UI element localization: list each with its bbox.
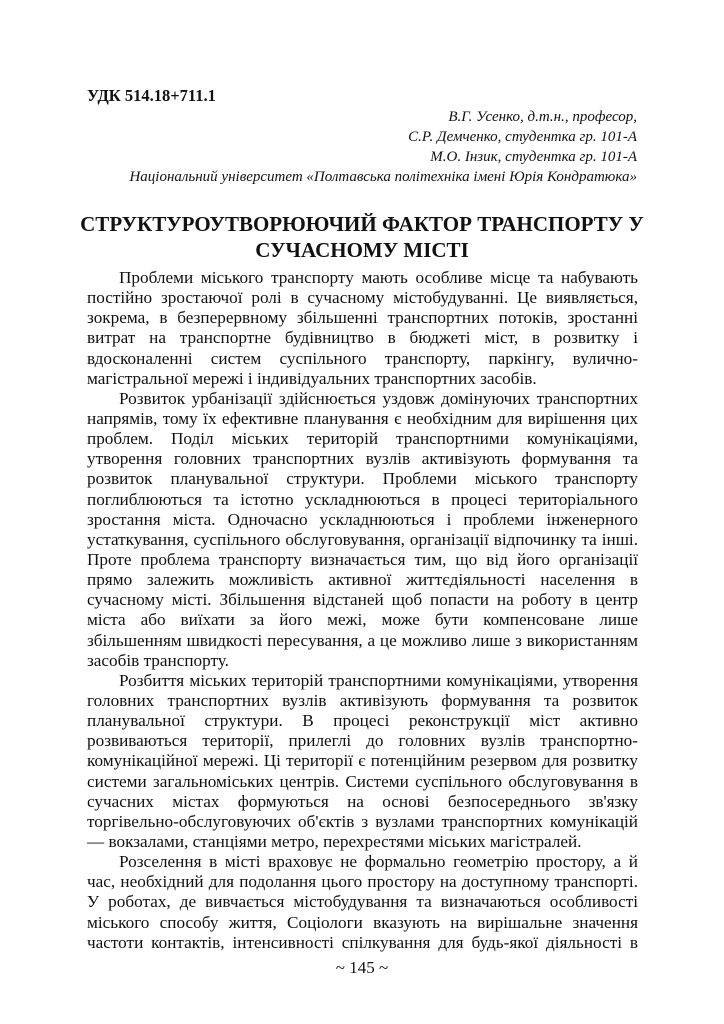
text-line: магістральної мережі і індивідуальних транспортних засобів.	[87, 368, 537, 388]
authors-block	[129, 107, 637, 187]
text-line: міського способу життя, Соціологи вказують на вирішальне значення	[87, 912, 638, 932]
text-line: Проте проблема транспорту визначається тим, що від його організації	[87, 549, 638, 569]
text-line: Розбиття міських територій транспортними комунікаціями, утворення	[119, 670, 638, 690]
text-line: напрямів, тому їх ефективне планування є необхідним для вирішення цих	[87, 408, 638, 428]
text-line: вдосконаленні систем суспільного транспорту, паркінгу, вулично-	[87, 348, 638, 368]
page-number: ~ 145 ~	[335, 958, 389, 977]
affiliation: Національний університет «Полтавська політехніка імені Юрія Кондратюка»	[129, 169, 637, 185]
text-line: системи загальноміських центрів. Системи суспільного обслуговування в	[87, 771, 638, 791]
paragraph	[87, 389, 638, 671]
author-2: С.Р. Демченко, студентка гр. 101-А	[408, 129, 637, 145]
author-1: В.Г. Усенко, д.т.н., професор,	[448, 109, 637, 125]
text-line: розвиваються території, прилеглі до головних вузлів транспортно-	[87, 731, 638, 751]
text-line: прямо залежить можливість активної життєдіяльності населення в	[87, 570, 638, 590]
text-line: торгівельно-обслуговуючих об'єктів з вузлами транспортних комунікацій	[87, 811, 638, 831]
text-line: Розселення в місті враховує не формально геометрію простору, а й	[119, 852, 638, 872]
text-line: збільшенням швидкості пересування, а це можливо лише з використанням	[87, 630, 638, 650]
text-line: Розвиток урбанізації здійснюється уздовж домінуючих транспортних	[119, 388, 638, 408]
text-line: міста або виїхати за його межі, може бути компенсоване лише	[87, 610, 638, 630]
text-line: час, необхідний для подолання цього простору на доступному транспорті.	[87, 872, 638, 892]
text-line: планувальної структури. В процесі реконструкції міст активно	[87, 711, 638, 731]
text-line: витрат на транспортне будівництво в бюджеті міст, в розвитку і	[87, 328, 638, 348]
text-line: зокрема, в безперервному збільшенні транспортних потоків, зростанні	[87, 308, 638, 328]
text-line: сучасних містах формуються на основі безпосереднього зв'язку	[87, 791, 638, 811]
udc-code: УДК 514.18+711.1	[87, 86, 216, 105]
text-line: сучасному місті. Збільшення відстаней щоб попасти на роботу в центр	[87, 590, 638, 610]
text-line: головних транспортних вузлів активізують формування та розвиток	[87, 690, 638, 710]
paragraph	[87, 671, 638, 852]
paragraph	[87, 268, 638, 389]
text-line: У роботах, де вивчається містобудування та визначаються особливості	[87, 892, 638, 912]
text-line: утворення головних транспортних вузлів активізують формування та	[87, 449, 638, 469]
text-line: постійно зростаючої ролі в сучасному містобудуванні. Це виявляється,	[87, 288, 638, 308]
text-line: частоти контактів, інтенсивності спілкування для будь-якої діяльності в	[87, 932, 638, 952]
article-title	[50, 211, 674, 263]
author-3: М.О. Інзик, студентка гр. 101-А	[430, 149, 637, 165]
text-line: Проблеми міського транспорту мають особливе місце та набувають	[119, 268, 638, 287]
text-line: устаткування, суспільного обслуговування, організації відпочинку та інші.	[87, 529, 638, 549]
text-line: поглиблюються та істотно ускладнюються в процесі територіального	[87, 489, 638, 509]
paragraph	[87, 852, 638, 953]
text-line: — вокзалами, станціями метро, перехрестями міських магістралей.	[87, 831, 582, 851]
text-line: розвиток планувальної структури. Проблеми міського транспорту	[87, 469, 638, 489]
text-line: комунікаційної мережі. Ці території є потенційним резервом для розвитку	[87, 751, 638, 771]
text-line: засобів транспорту.	[87, 650, 229, 670]
article-body	[87, 268, 638, 953]
title-line: СТРУКТУРОУТВОРЮЮЧИЙ ФАКТОР ТРАНСПОРТУ У	[80, 212, 644, 236]
text-line: проблем. Поділ міських територій транспортними комунікаціями,	[87, 429, 638, 449]
title-line: СУЧАСНОМУ МІСТІ	[255, 238, 469, 262]
text-line: зростання міста. Одночасно ускладнюються і проблеми інженерного	[87, 509, 638, 529]
